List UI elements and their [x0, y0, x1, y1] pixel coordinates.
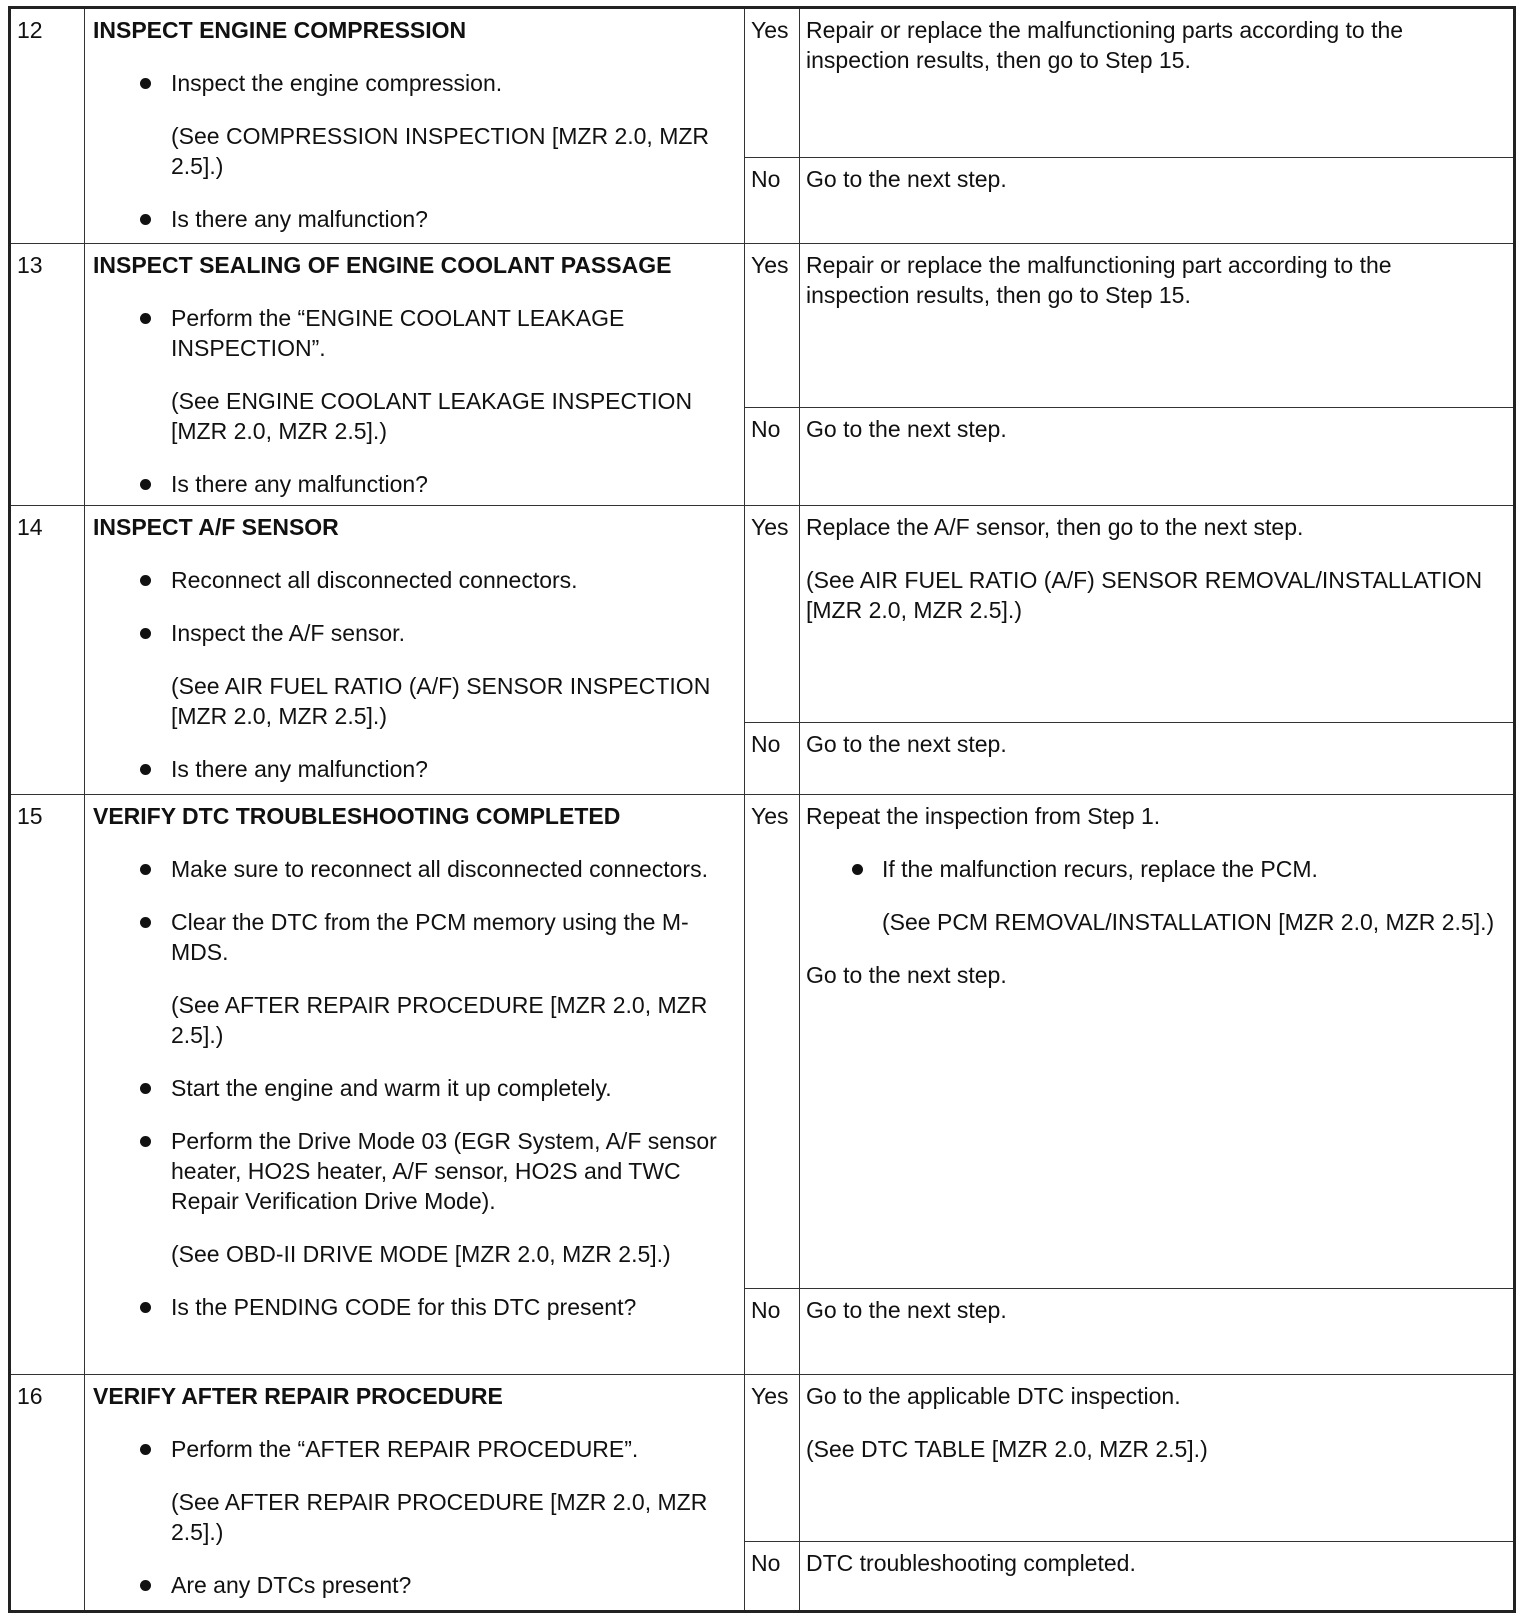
action-bullet: Is there any malfunction?: [93, 469, 734, 499]
step-number: 15: [10, 795, 85, 1375]
step-number: 14: [10, 506, 85, 795]
no-result: [800, 1542, 1515, 1612]
yes-label: Yes: [745, 506, 800, 723]
step-title: INSPECT SEALING OF ENGINE COOLANT PASSAGE: [93, 252, 672, 278]
diagnostic-procedure-table: [8, 6, 1516, 1613]
yes-result: [800, 1375, 1515, 1542]
result-text: Go to the next step.: [806, 415, 1007, 442]
action-bullet: Perform the Drive Mode 03 (EGR System, A/F sensor heater, HO2S heater, A/F sensor, HO2S and TWC Repair Verification Drive Mode).: [93, 1126, 734, 1216]
result-reference: (See DTC TABLE [MZR 2.0, MZR 2.5].): [806, 1436, 1208, 1462]
result-text: Replace the A/F sensor, then go to the next step.: [806, 514, 1304, 540]
result-text: Go to the next step.: [806, 1297, 1007, 1323]
reference-link: (See AFTER REPAIR PROCEDURE [MZR 2.0, MZR 2.5].): [171, 1489, 708, 1545]
yes-label: Yes: [745, 8, 800, 158]
action-bullet: Is there any malfunction?: [93, 754, 734, 784]
step-action: [85, 8, 745, 244]
step-row-15-yes: [10, 795, 1515, 1289]
action-bullet: Clear the DTC from the PCM memory using the M-MDS.: [93, 907, 734, 967]
step-title: VERIFY AFTER REPAIR PROCEDURE: [93, 1383, 503, 1409]
yes-label: Yes: [745, 795, 800, 1289]
reference-link: (See ENGINE COOLANT LEAKAGE INSPECTION [MZR 2.0, MZR 2.5].): [171, 388, 693, 444]
yes-label: Yes: [745, 1375, 800, 1542]
action-bullet: Inspect the engine compression.: [93, 68, 734, 98]
yes-label: Yes: [745, 244, 800, 408]
result-reference: (See PCM REMOVAL/INSTALLATION [MZR 2.0, MZR 2.5].): [882, 909, 1495, 935]
result-text: Repair or replace the malfunctioning part according to the inspection results, then go to Step 15.: [806, 252, 1392, 308]
reference-link: (See AIR FUEL RATIO (A/F) SENSOR INSPECTION [MZR 2.0, MZR 2.5].): [171, 673, 711, 729]
no-label: No: [745, 158, 800, 244]
action-bullet: Inspect the A/F sensor.: [93, 618, 734, 648]
yes-result: [800, 8, 1515, 158]
reference-link: (See COMPRESSION INSPECTION [MZR 2.0, MZR 2.5].): [171, 123, 710, 179]
step-row-14-yes: [10, 506, 1515, 723]
step-action: [85, 795, 745, 1375]
result-text: Go to the next step.: [806, 731, 1007, 757]
step-number: 13: [10, 244, 85, 506]
step-title: INSPECT A/F SENSOR: [93, 514, 339, 540]
action-bullet: Make sure to reconnect all disconnected connectors.: [93, 854, 734, 884]
yes-result: [800, 506, 1515, 723]
result-text: Repeat the inspection from Step 1.: [806, 803, 1161, 829]
yes-result: [800, 795, 1515, 1289]
no-result: [800, 158, 1515, 244]
result-reference: (See AIR FUEL RATIO (A/F) SENSOR REMOVAL/INSTALLATION [MZR 2.0, MZR 2.5].): [806, 567, 1483, 623]
step-title: VERIFY DTC TROUBLESHOOTING COMPLETED: [93, 803, 621, 829]
action-bullet: Reconnect all disconnected connectors.: [93, 565, 734, 595]
result-text: DTC troubleshooting completed.: [806, 1550, 1136, 1576]
yes-result: [800, 244, 1515, 408]
action-bullet: Are any DTCs present?: [93, 1570, 734, 1600]
step-row-16-yes: [10, 1375, 1515, 1542]
no-result: [800, 407, 1515, 505]
result-bullet: If the malfunction recurs, replace the PCM.: [806, 854, 1501, 884]
action-bullet: Perform the “ENGINE COOLANT LEAKAGE INSPECTION”.: [93, 303, 734, 363]
step-row-13-yes: [10, 244, 1515, 408]
result-text: Go to the next step.: [806, 166, 1007, 192]
no-result: [800, 1289, 1515, 1375]
result-text: Go to the next step.: [806, 962, 1007, 988]
step-row-12-yes: [10, 8, 1515, 158]
no-label: No: [745, 1289, 800, 1375]
no-result: [800, 723, 1515, 795]
step-action: [85, 506, 745, 795]
action-bullet: Perform the “AFTER REPAIR PROCEDURE”.: [93, 1434, 734, 1464]
no-label: No: [745, 1542, 800, 1612]
reference-link: (See OBD-II DRIVE MODE [MZR 2.0, MZR 2.5].): [171, 1241, 671, 1267]
step-action: [85, 1375, 745, 1612]
action-bullet: Is there any malfunction?: [93, 204, 734, 234]
result-text: Go to the applicable DTC inspection.: [806, 1383, 1181, 1409]
reference-link: (See AFTER REPAIR PROCEDURE [MZR 2.0, MZR 2.5].): [171, 992, 708, 1048]
action-bullet: Start the engine and warm it up completely.: [93, 1073, 734, 1103]
no-label: No: [745, 407, 800, 505]
step-number: 16: [10, 1375, 85, 1612]
step-title: INSPECT ENGINE COMPRESSION: [93, 17, 467, 43]
result-text: Repair or replace the malfunctioning parts according to the inspection results, then go to Step 15.: [806, 17, 1404, 73]
no-label: No: [745, 723, 800, 795]
step-action: [85, 244, 745, 506]
action-bullet: Is the PENDING CODE for this DTC present?: [93, 1292, 734, 1322]
step-number: 12: [10, 8, 85, 244]
